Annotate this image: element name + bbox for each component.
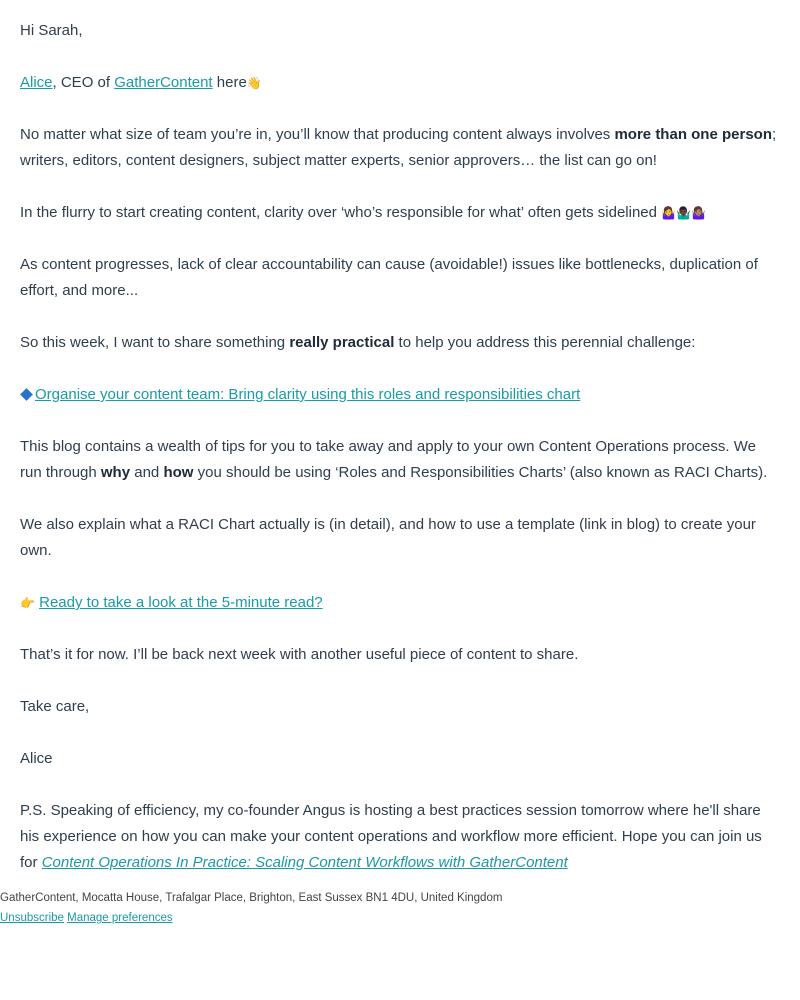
intro-text-end: here bbox=[212, 74, 247, 91]
text: and bbox=[130, 464, 164, 481]
text: No matter what size of team you’re in, you’ll know that producing content always involves bbox=[20, 126, 615, 143]
company-link[interactable]: GatherContent bbox=[114, 74, 213, 91]
text: This blog contains a wealth of tips for you to take away and apply to your own Content Operations process. We run through bbox=[20, 438, 756, 481]
text: P.S. Speaking of efficiency, my co-founder Angus is hosting a best practices session tomorrow where he'll share his experience on how you can make your content operations and workflow more efficient. Hope you can join us for bbox=[20, 802, 762, 871]
bold-text: really practical bbox=[289, 334, 395, 351]
intro-text: , CEO of bbox=[52, 74, 115, 91]
bold-text: how bbox=[163, 464, 194, 481]
footer-address: GatherContent, Mocatta House, Trafalgar Place, Brighton, East Sussex BN1 4DU, United Kingdom bbox=[0, 892, 503, 904]
text: ; writers, editors, content designers, subject matter experts, senior approvers… the list can go on! bbox=[20, 126, 777, 169]
read-link-line bbox=[20, 590, 780, 616]
signoff: Take care, bbox=[20, 698, 90, 715]
paragraph-team bbox=[20, 122, 780, 174]
manage-preferences-link[interactable]: Manage preferences bbox=[67, 912, 173, 924]
shrug-icon: 🤷‍♀️🤷🏿‍♂️🤷🏽‍♀️ bbox=[661, 206, 706, 220]
paragraph-accountability: As content progresses, lack of clear accountability can cause (avoidable!) issues like bottlenecks, duplication of effort, and more... bbox=[20, 256, 758, 299]
blue-diamond-icon bbox=[20, 388, 33, 401]
footer-links bbox=[0, 908, 800, 928]
unsubscribe-link[interactable]: Unsubscribe bbox=[0, 912, 64, 924]
paragraph-closing: That’s it for now. I’ll be back next week with another useful piece of content to share. bbox=[20, 646, 579, 663]
bold-text: more than one person bbox=[614, 126, 772, 143]
text: So this week, I want to share something bbox=[20, 334, 290, 351]
blog-link-line bbox=[20, 382, 780, 408]
sender-name-link[interactable]: Alice bbox=[20, 74, 53, 91]
pointing-hand-icon: 👉 bbox=[20, 596, 35, 610]
intro-line bbox=[20, 70, 780, 96]
postscript bbox=[20, 798, 780, 876]
blog-link[interactable]: Organise your content team: Bring clarity using this roles and responsibilities chart bbox=[35, 386, 581, 403]
paragraph-flurry bbox=[20, 200, 780, 226]
bold-text: why bbox=[100, 464, 131, 481]
read-link[interactable]: Ready to take a look at the 5-minute read? bbox=[39, 594, 323, 611]
text: you should be using ‘Roles and Responsibilities Charts’ (also known as RACI Charts). bbox=[193, 464, 768, 481]
waving-hand-icon: 👋 bbox=[246, 76, 262, 90]
footer bbox=[0, 888, 800, 928]
text: In the flurry to start creating content, clarity over ‘who’s responsible for what’ often gets sidelined bbox=[20, 204, 662, 221]
text: to help you address this perennial challenge: bbox=[394, 334, 696, 351]
paragraph-raci: We also explain what a RACI Chart actually is (in detail), and how to use a template (link in blog) to create your own. bbox=[20, 516, 756, 559]
paragraph-practical bbox=[20, 330, 780, 356]
paragraph-blog bbox=[20, 434, 780, 486]
webinar-link[interactable]: Content Operations In Practice: Scaling Content Workflows with GatherContent bbox=[41, 854, 568, 871]
signature: Alice bbox=[20, 750, 53, 767]
greeting: Hi Sarah, bbox=[20, 22, 83, 39]
